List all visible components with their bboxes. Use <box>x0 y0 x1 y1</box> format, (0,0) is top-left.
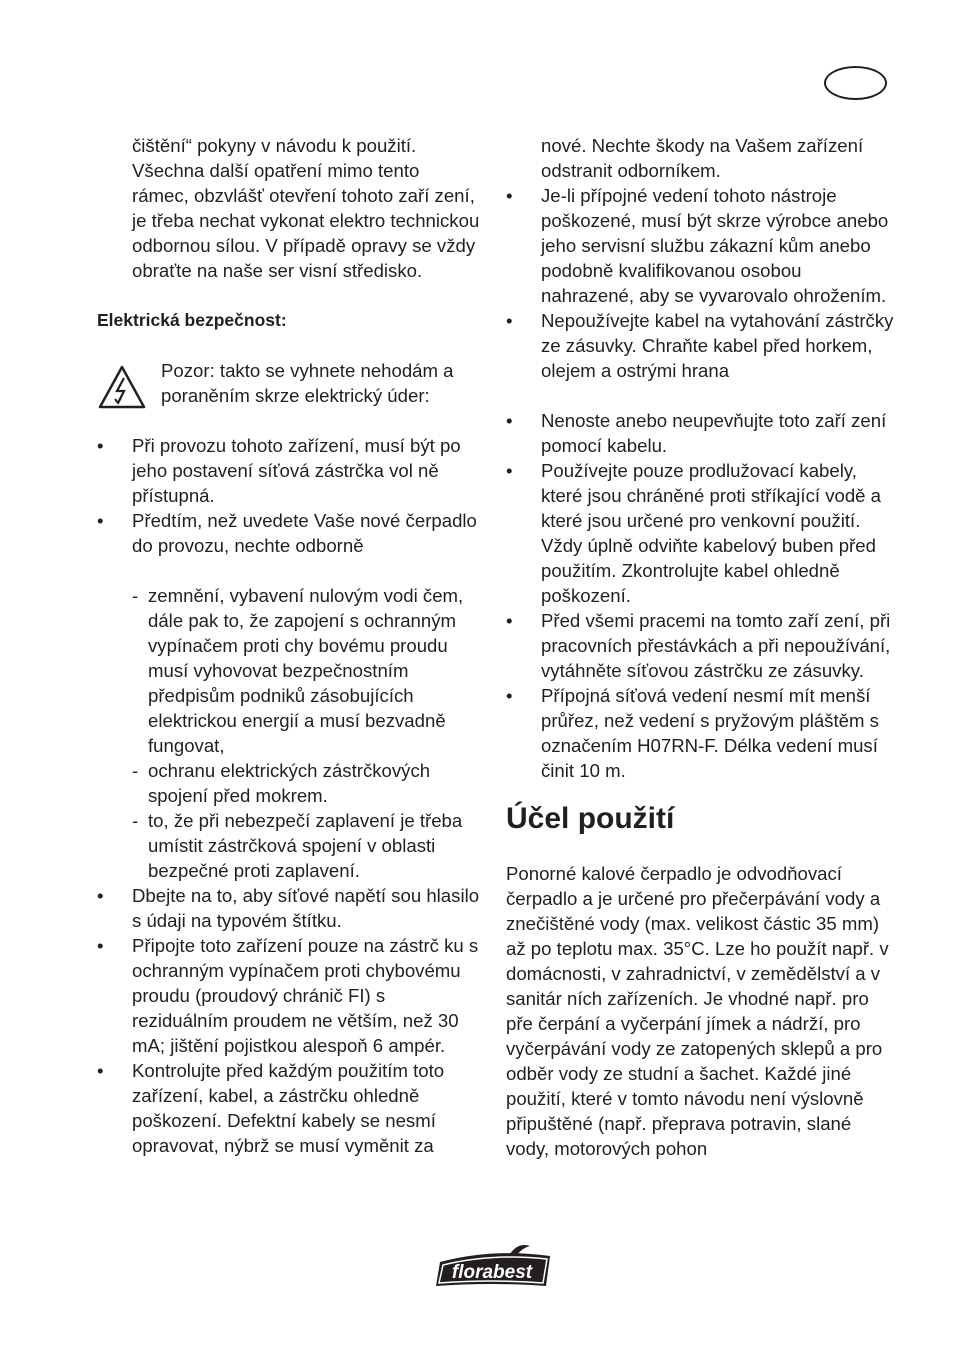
bullet-item: • Je-li přípojné vedení tohoto nástroje poškozené, musí být skrze výrobce anebo jeho servisní službu zákazní kům anebo podobně kvalifikovanou osobou nahrazené, aby se vyvarovalo ohrožením. <box>506 183 896 308</box>
intro-paragraph: čištění“ pokyny v návodu k použití. Všechna další opatření mimo tento rámec, obzvlášť otevření tohoto zaří zení, je třeba nechat vykonat elektro technickou odbornou sílou. V případě opravy se vždy obraťte na naše ser visní středisko. <box>132 135 480 281</box>
bullet-item: • Kontrolujte před každým použitím toto zařízení, kabel, a zástrčku ohledně poškození. Defektní kabely se nesmí opravovat, nýbrž se musí vyměnit za <box>97 1058 481 1158</box>
bullet-item: • Používejte pouze prodlužovací kabely, které jsou chráněné proti stříkající vodě a které jsou určené pro venkovní použití. Vždy úplně odviňte kabelový buben před použitím. Zkontrolujte kabel ohledně poškození. <box>506 458 896 608</box>
bullet-item: • Nepoužívejte kabel na vytahování zástrčky ze zásuvky. Chraňte kabel před horkem, olejem a ostrými hrana <box>506 308 896 383</box>
dash-item: - ochranu elektrických zástrčkových spojení před mokrem. <box>97 758 481 808</box>
bullet-item: • Přípojná síťová vedení nesmí mít menší průřez, než vedení s pryžovým pláštěm s označením H07RN-F. Délka vedení musí činit 10 m. <box>506 683 896 783</box>
warning-text: Pozor: takto se vyhnete nehodám a poraněním skrze elektrický úder: <box>161 360 454 406</box>
warning-block <box>97 358 481 408</box>
bullet-item: • Připojte toto zařízení pouze na zástrč ku s ochranným vypínačem proti chybovému proudu (proudový chránič FI) s reziduálním proudem ne větším, než 30 mA; jištění pojistkou alespoň 6 ampér. <box>97 933 481 1058</box>
dash-item: - zemnění, vybavení nulovým vodi čem, dále pak to, že zapojení s ochranným vypínačem proti chy bovému proudu musí vyhovovat bezpečnostním předpisům podniků zásobujících elektrickou energií a musí bezvadně fungovat, <box>97 583 481 758</box>
bullet-item: • Předtím, než uvedete Vaše nové čerpadlo do provozu, nechte odborně <box>97 508 481 558</box>
bullet-item: • Před všemi pracemi na tomto zaří zení, při pracovních přestávkách a při nepoužívání, vytáhněte síťovou zástrčku ze zásuvky. <box>506 608 896 683</box>
section-heading-intended-use: Účel použití <box>506 802 675 835</box>
florabest-logo-icon <box>432 1242 554 1290</box>
intended-use-paragraph: Ponorné kalové čerpadlo je odvodňovací čerpadlo a je určené pro přečerpávání vody a znečištěné vody (max. velikost částic 35 mm) až po teplotu max. 35°C. Lze ho použít např. v domácnosti, v zahradnictví, v zemědělství a v sanitár ních zařízeních. Je vhodné např. pro pře čerpání a vyčerpání jímek a nádrží, pro vyčerpávání vody ze zatopených sklepů a pro odběr vody ze studní a šachet. Každé jiné použití, které v tomto návodu není výslovně připuštěné (např. přeprava potravin, slané vody, motorových pohon <box>506 863 889 1159</box>
right-column <box>506 133 896 1161</box>
dash-item: - to, že při nebezpečí zaplavení je třeba umístit zástrčková spojení v oblasti bezpečné proti zaplavení. <box>97 808 481 883</box>
electric-shock-warning-icon <box>97 364 147 410</box>
bullet-item: • Nenoste anebo neupevňujte toto zaří zení pomocí kabelu. <box>506 408 896 458</box>
bullet-item: • Dbejte na to, aby síťové napětí sou hlasilo s údaji na typovém štítku. <box>97 883 481 933</box>
continued-text: nové. Nechte škody na Vašem zařízení odstranit odborníkem. <box>541 135 864 181</box>
logo-text: florabest <box>451 1262 533 1283</box>
left-column <box>97 133 481 1158</box>
section-heading-electrical-safety: Elektrická bezpečnost: <box>97 310 287 330</box>
language-badge <box>824 66 887 100</box>
bullet-item: • Při provozu tohoto zařízení, musí být po jeho postavení síťová zástrčka vol ně přístupná. <box>97 433 481 508</box>
